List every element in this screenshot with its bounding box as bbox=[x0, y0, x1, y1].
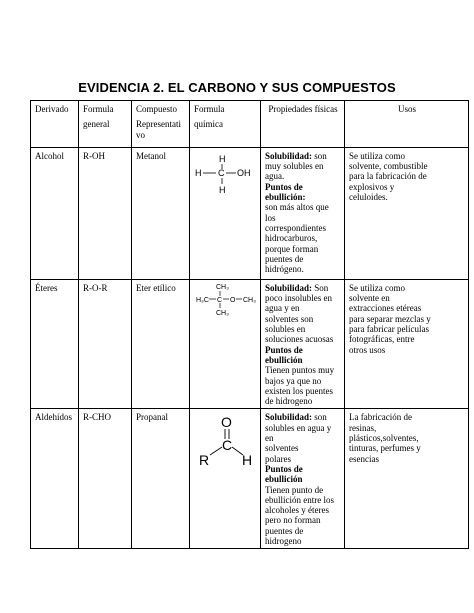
atom-label: H bbox=[219, 184, 226, 195]
usos-text: extracciones etéreas bbox=[349, 303, 422, 314]
ebullicion-label bbox=[265, 474, 341, 484]
table-row bbox=[31, 279, 469, 409]
cell-usos bbox=[345, 147, 469, 279]
cell-derivado bbox=[31, 147, 79, 279]
cell-propiedades bbox=[261, 279, 345, 409]
usos-text: solvente en bbox=[349, 293, 390, 304]
atom-label: C bbox=[222, 437, 233, 454]
ebullicion-label bbox=[265, 464, 341, 474]
cell-propiedades bbox=[261, 147, 345, 279]
solubilidad-text: solubles en agua y en bbox=[265, 422, 332, 444]
solubilidad-text: agua y en bbox=[265, 303, 300, 314]
compuesto-text: Eter etílico bbox=[136, 282, 176, 293]
header-compuesto-line: Compuesto bbox=[136, 104, 178, 114]
solubilidad-label: Solubilidad: bbox=[265, 150, 313, 161]
usos-text: esencias bbox=[349, 453, 379, 464]
solubilidad-text: agua. bbox=[265, 171, 285, 182]
ebullicion-label bbox=[265, 182, 341, 192]
atom-label: O bbox=[230, 296, 236, 304]
usos-text: tinturas, perfumes y bbox=[349, 443, 421, 454]
ebullicion-text: son más altos que bbox=[265, 202, 329, 213]
ebullicion-label bbox=[265, 355, 341, 365]
cell-compuesto bbox=[132, 279, 190, 409]
header-formula-quimica bbox=[190, 101, 261, 148]
ebullicion-label bbox=[265, 192, 341, 202]
header-formula-general bbox=[79, 101, 132, 148]
aldehyde-structure bbox=[194, 414, 260, 472]
derivado-text: Aldehídos bbox=[35, 412, 72, 423]
solubilidad-text: Son bbox=[312, 282, 329, 293]
atom-label: H₃C bbox=[196, 296, 209, 304]
ebullicion-text: los bbox=[265, 212, 276, 223]
formula-general-text: R-OH bbox=[83, 150, 105, 161]
ebullicion-text: pero no forman bbox=[265, 515, 321, 526]
atom-label: C bbox=[218, 167, 225, 178]
header-formula-quimica-line: química bbox=[194, 119, 223, 130]
usos-text: para separar mezclas y bbox=[349, 313, 431, 324]
ebullicion-label-line: Puntos de bbox=[265, 181, 303, 192]
ebullicion-label-line: ebullición bbox=[265, 354, 303, 365]
ebullicion-label-line: ebullición bbox=[265, 474, 303, 485]
formula-general-text: R-O-R bbox=[83, 282, 108, 293]
ebullicion-label-line: ebullición: bbox=[265, 192, 306, 203]
solubilidad-label: Solubilidad: bbox=[265, 282, 313, 293]
atom-label: R bbox=[199, 452, 210, 469]
derivado-text: Alcohol bbox=[35, 150, 64, 161]
header-formula-general-line: general bbox=[83, 119, 110, 130]
usos-text: Se utiliza como bbox=[349, 282, 405, 293]
atom-label: CH₃ bbox=[243, 296, 256, 304]
solubilidad-line bbox=[265, 283, 341, 293]
ebullicion-text: existen los puentes bbox=[265, 385, 333, 396]
header-compuesto-line: Representati bbox=[136, 119, 181, 130]
header-compuesto bbox=[132, 101, 190, 148]
solubilidad-line bbox=[265, 151, 341, 161]
header-usos bbox=[345, 101, 469, 148]
solubilidad-text: muy solubles en bbox=[265, 161, 324, 172]
usos-text: otros usos bbox=[349, 344, 386, 355]
atom-label: C bbox=[217, 296, 223, 304]
table-row bbox=[31, 409, 469, 549]
usos-text: resinas, bbox=[349, 422, 377, 433]
header-formula-quimica-line: Formula bbox=[194, 104, 225, 114]
derivado-text: Éteres bbox=[35, 282, 58, 293]
cell-formula-quimica bbox=[190, 409, 261, 549]
atom-label: H bbox=[195, 167, 202, 178]
usos-text: fotográficas, entre bbox=[349, 334, 415, 345]
header-propiedades-label: Propiedades físicas bbox=[268, 104, 338, 114]
ebullicion-text: hidrogeno bbox=[265, 536, 302, 547]
ebullicion-label bbox=[265, 345, 341, 355]
atom-label: O bbox=[221, 414, 232, 431]
table-row bbox=[31, 147, 469, 279]
formula-general-text: R-CHO bbox=[83, 412, 112, 423]
ebullicion-text: porque forman bbox=[265, 243, 319, 254]
header-compuesto-line: vo bbox=[136, 129, 145, 140]
header-derivado bbox=[31, 101, 79, 148]
ebullicion-text: correspondientes bbox=[265, 222, 326, 233]
usos-text: explosivos y bbox=[349, 181, 395, 192]
atom-label: H bbox=[242, 452, 253, 469]
ebullicion-label-line: Puntos de bbox=[265, 344, 303, 355]
methanol-structure bbox=[194, 153, 258, 197]
cell-formula-quimica bbox=[190, 279, 261, 409]
solubilidad-text: solventes bbox=[265, 443, 299, 454]
cell-formula-general bbox=[79, 279, 132, 409]
cell-formula-general bbox=[79, 147, 132, 279]
compuesto-text: Metanol bbox=[136, 150, 166, 161]
atom-label: H bbox=[219, 153, 226, 164]
cell-compuesto bbox=[132, 409, 190, 549]
ebullicion-text: bajos ya que no bbox=[265, 375, 322, 386]
atom-label: CH₃ bbox=[216, 283, 229, 291]
cell-derivado bbox=[31, 409, 79, 549]
usos-text: celuloides. bbox=[349, 192, 388, 203]
cell-derivado bbox=[31, 279, 79, 409]
cell-compuesto bbox=[132, 147, 190, 279]
ebullicion-text: puentes de bbox=[265, 253, 304, 264]
usos-text: Se utiliza como bbox=[349, 150, 405, 161]
cell-formula-general bbox=[79, 409, 132, 549]
solubilidad-text: son bbox=[312, 412, 327, 423]
cell-propiedades bbox=[261, 409, 345, 549]
atom-label: CH₃ bbox=[216, 309, 229, 317]
ebullicion-label-line: Puntos de bbox=[265, 463, 303, 474]
ebullicion-text: puentes de bbox=[265, 525, 304, 536]
solubilidad-text: son bbox=[312, 150, 327, 161]
usos-text: plásticos,solventes, bbox=[349, 433, 419, 444]
header-derivado-label: Derivado bbox=[35, 104, 69, 114]
usos-text: para fabricar películas bbox=[349, 324, 429, 335]
ebullicion-text: Tienen punto de bbox=[265, 484, 324, 495]
cell-formula-quimica bbox=[190, 147, 261, 279]
ebullicion-text: de hidrogeno bbox=[265, 396, 313, 407]
cell-usos bbox=[345, 409, 469, 549]
solubilidad-text: soluciones acuosas bbox=[265, 334, 334, 345]
usos-text: solvente, combustible bbox=[349, 161, 428, 172]
compounds-table bbox=[30, 100, 469, 549]
ebullicion-text: hidrógeno. bbox=[265, 264, 304, 275]
solubilidad-text: solventes son bbox=[265, 313, 314, 324]
page-title: EVIDENCIA 2. EL CARBONO Y SUS COMPUESTOS bbox=[78, 80, 396, 95]
ebullicion-text: Tienen puntos muy bbox=[265, 365, 335, 376]
table-header-row bbox=[31, 101, 469, 148]
atom-label: OH bbox=[237, 167, 251, 178]
ether-structure bbox=[194, 281, 260, 329]
cell-usos bbox=[345, 279, 469, 409]
solubilidad-line bbox=[265, 412, 341, 422]
header-formula-general-line: Formula bbox=[83, 104, 114, 114]
header-propiedades bbox=[261, 101, 345, 148]
ebullicion-text: hidrocarburos, bbox=[265, 233, 318, 244]
ebullicion-text: ebullición entre los bbox=[265, 494, 334, 505]
header-usos-label: Usos bbox=[397, 104, 416, 114]
solubilidad-label: Solubilidad: bbox=[265, 412, 313, 423]
usos-text: La fabricación de bbox=[349, 412, 412, 423]
ebullicion-text: alcoholes y éteres bbox=[265, 505, 329, 516]
usos-text: para la fabricación de bbox=[349, 171, 427, 182]
compuesto-text: Propanal bbox=[136, 412, 168, 423]
solubilidad-text: solubles en bbox=[265, 324, 306, 335]
solubilidad-text: poco insolubles en bbox=[265, 293, 332, 304]
solubilidad-text: polares bbox=[265, 453, 291, 464]
